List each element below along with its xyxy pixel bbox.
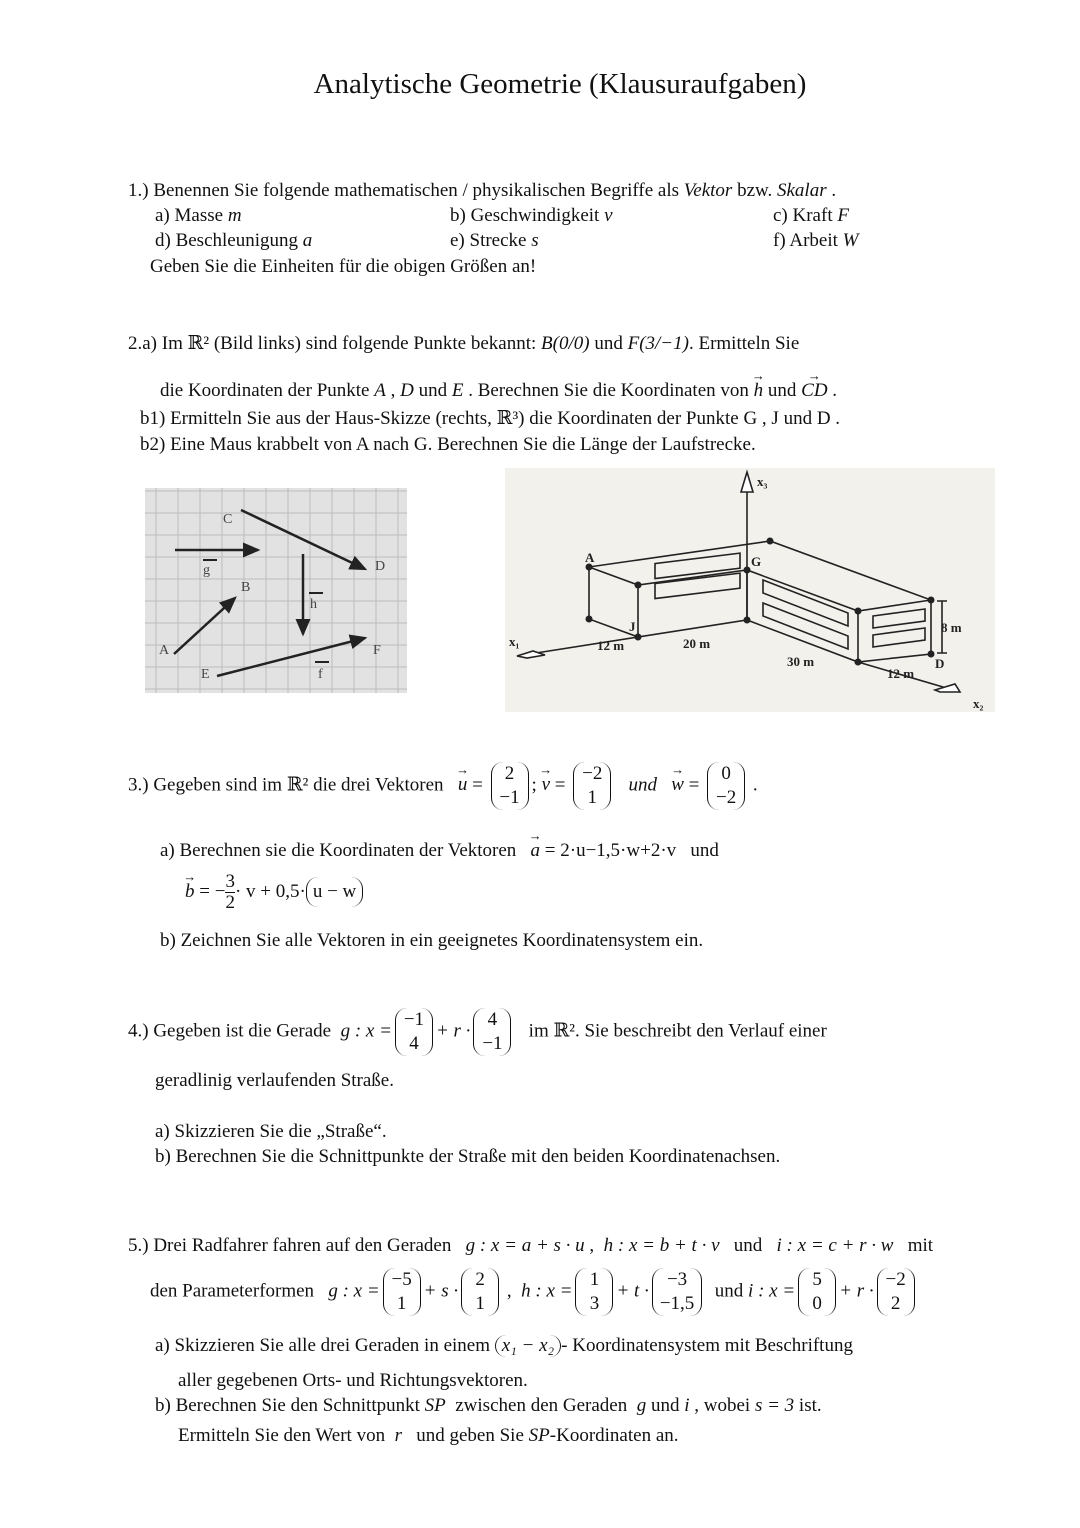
- label-x3: x₃: [757, 474, 768, 489]
- q1-item: f) Arbeit W: [773, 230, 859, 251]
- label-30m: 30 m: [787, 654, 815, 669]
- label-A: A: [585, 550, 595, 565]
- q4-line2: geradlinig verlaufenden Straße.: [155, 1070, 394, 1091]
- label-D: D: [935, 656, 945, 671]
- label-J: J: [629, 619, 636, 634]
- label-E: E: [201, 667, 210, 682]
- q1-units: Geben Sie die Einheiten für die obigen Größen an!: [150, 256, 537, 277]
- q1-item: b) Geschwindigkeit v: [450, 205, 613, 226]
- q2-line1: 2.a) Im ℝ² (Bild links) sind folgende Punkte bekannt: B(0/0) und F(3/−1). Ermitteln Sie: [128, 333, 800, 354]
- q4-b: b) Berechnen Sie die Schnittpunkte der Straße mit den beiden Koordinatenachsen.: [155, 1146, 781, 1167]
- label-12m: 12 m: [887, 666, 915, 681]
- q1-item: c) Kraft F: [773, 205, 849, 226]
- label-x1: x₁: [509, 634, 520, 649]
- q4-intro: 4.) Gegeben ist die Gerade g : x = −1 4 + r · 4 −1 im ℝ². Sie beschreibt den Verlauf einer: [128, 1009, 827, 1054]
- vector-grid-figure: [145, 488, 407, 693]
- q1-item: d) Beschleunigung a: [155, 230, 313, 251]
- q5-b-line2: Ermitteln Sie den Wert von r und geben Sie SP-Koordinaten an.: [178, 1425, 679, 1446]
- page-title: Analytische Geometrie (Klausuraufgaben): [313, 68, 807, 100]
- label-B: B: [241, 580, 251, 595]
- q3-b: b) Zeichnen Sie alle Vektoren in ein geeignetes Koordinatensystem ein.: [160, 930, 704, 951]
- q5-intro: 5.) Drei Radfahrer fahren auf den Geraden g : x = a + s · u , h : x = b + t · v und i : x = c + r · w mit: [128, 1235, 934, 1256]
- label-20m: 20 m: [683, 636, 711, 651]
- label-12m: 12 m: [597, 638, 625, 653]
- q5-a-line2: aller gegebenen Orts- und Richtungsvektoren.: [178, 1370, 528, 1391]
- q5-param: den Parameterformen g : x = −5 1 + s · 2 1 , h : x = 1 3 + t · −3 −1,5 und i : x = 5 0 + r · −2 2: [150, 1268, 918, 1316]
- q3-b-formula: → b = − $\frac{3}{2}$ · v + 0,5· u − w: [185, 872, 363, 913]
- q1-item: e) Strecke s: [450, 230, 539, 251]
- label-G: G: [751, 554, 762, 569]
- label-A: A: [159, 643, 170, 658]
- q5-b: b) Berechnen Sie den Schnittpunkt SP zwischen den Geraden g und i , wobei s = 3 ist.: [155, 1395, 822, 1416]
- q2-line2: die Koordinaten der Punkte A , D und E . Berechnen Sie die Koordinaten von → h und → CD .: [160, 380, 837, 402]
- q2-b2: b2) Eine Maus krabbelt von A nach G. Berechnen Sie die Länge der Laufstrecke.: [140, 434, 756, 455]
- q2-b1: b1) Ermitteln Sie aus der Haus-Skizze (rechts, ℝ³) die Koordinaten der Punkte G , J und D .: [140, 408, 841, 429]
- q5-a: a) Skizzieren Sie alle drei Geraden in einem x₁ − x₂ - Koordinatensystem mit Beschriftung: [155, 1335, 853, 1356]
- label-C: C: [223, 512, 233, 527]
- label-g: g: [203, 563, 210, 578]
- q4-a: a) Skizzieren Sie die „Straße“.: [155, 1121, 387, 1142]
- house-sketch-figure: [505, 468, 995, 712]
- label-f: f: [318, 667, 323, 682]
- q1-item: a) Masse m: [155, 205, 242, 226]
- label-8m: 8 m: [941, 620, 962, 635]
- label-x2: x₂: [973, 696, 984, 711]
- q3-intro: 3.) Gegeben sind im ℝ² die drei Vektoren → u = 2 −1 ; → v = −2 1 und → w = 0 −2 .: [128, 762, 758, 810]
- q3-a: a) Berechnen sie die Koordinaten der Vektoren → a = 2·u−1,5·w+2·v und: [160, 840, 719, 862]
- q1-intro: 1.) Benennen Sie folgende mathematischen / physikalischen Begriffe als Vektor bzw. Skalar .: [128, 180, 837, 201]
- label-h: h: [310, 597, 317, 612]
- label-F: F: [373, 643, 381, 658]
- label-D: D: [375, 559, 386, 574]
